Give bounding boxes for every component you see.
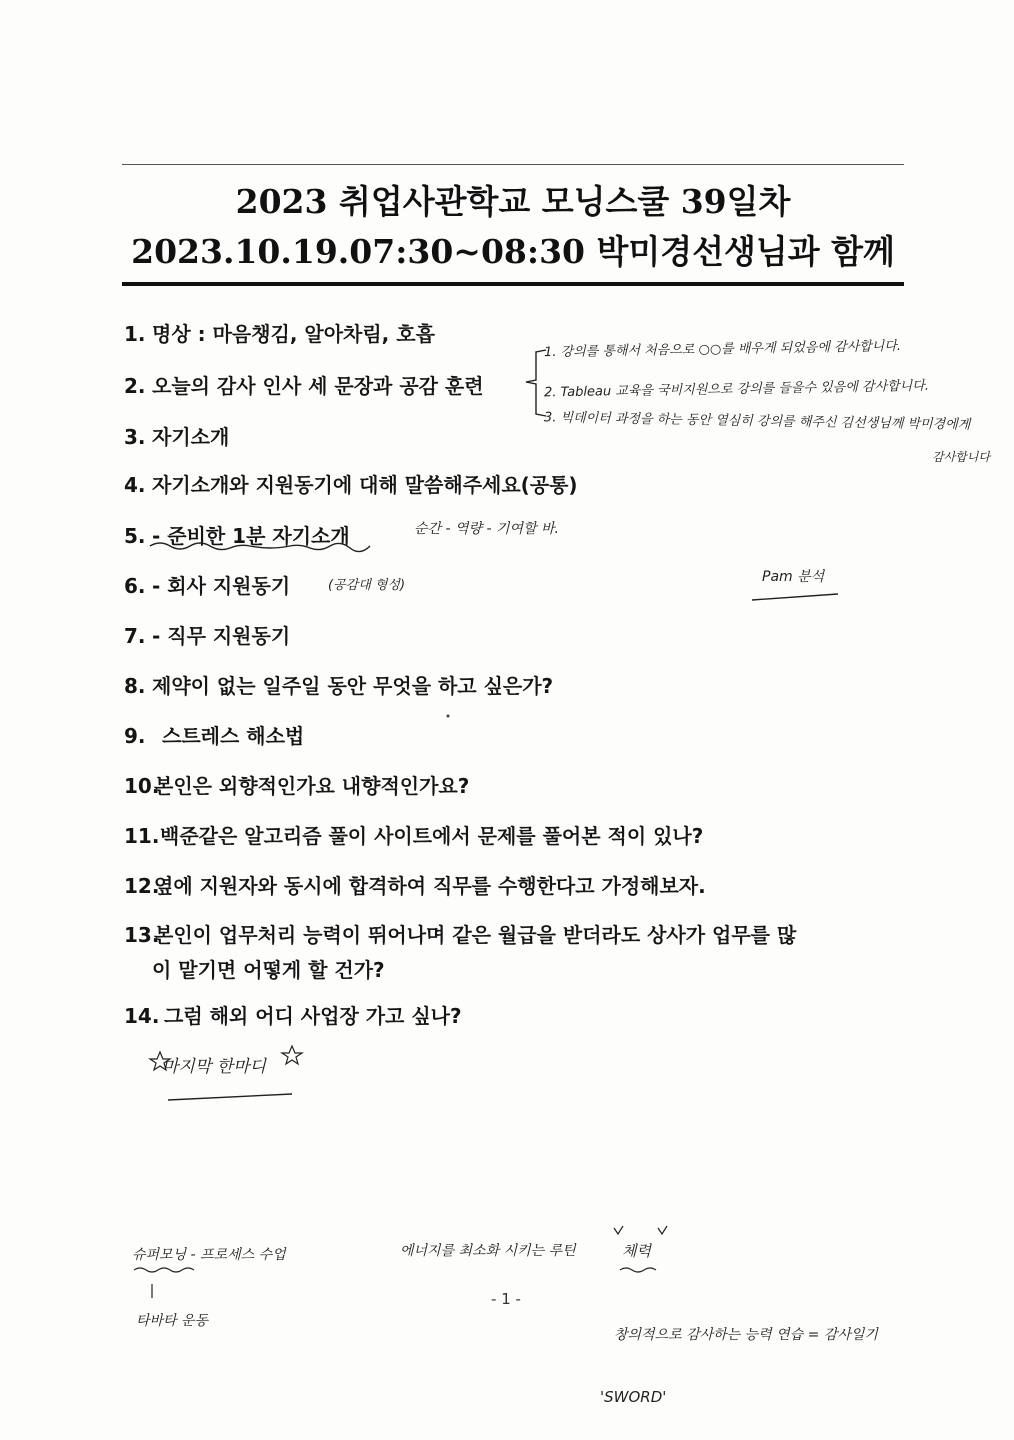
question-text: 백준같은 알고리즘 풀이 사이트에서 문제를 풀어본 적이 있나? [160,824,704,848]
question-14 [124,1000,462,1029]
title-line-2: 2023.10.19.07:30~08:30 박미경선생님과 함께 [131,232,895,271]
question-number: 10. [124,774,160,798]
handwritten-gratitude-3b: 감사합니다 [932,450,990,464]
question-text: - 준비한 1분 자기소개 [152,524,350,548]
question-number: 6. [124,574,146,598]
question-text: 자기소개와 지원동기에 대해 말씀해주세요(공통) [152,473,578,497]
question-6 [124,570,290,599]
question-number: 11. [124,824,160,848]
handwritten-bottom-note-5: 창의적으로 감사하는 능력 연습 = 감사일기 [614,1327,878,1343]
handwritten-pam-note: Pam 분석 [762,569,825,585]
question-11 [124,820,703,849]
handwritten-q5-note: 순간 - 역량 - 기여할 바. [414,521,559,537]
question-2 [124,370,484,399]
question-number: 4. [124,473,146,497]
title-line-1: 2023 취업사관학교 모닝스쿨 39일차 [235,182,791,221]
handwritten-bottom-note-3: 체력 [622,1242,651,1260]
question-10 [124,770,469,799]
question-8 [124,670,553,699]
question-text: 옆에 지원자와 동시에 합격하여 직무를 수행한다고 가정해보자. [154,874,706,898]
question-number: 7. [124,624,146,648]
handwritten-closing-remark: 마지막 한마디 [162,1057,266,1077]
question-text: 본인은 외향적인가요 내향적인가요? [154,774,470,798]
question-number: 2. [124,374,146,398]
question-5 [124,520,350,549]
question-7 [124,620,290,649]
page-number: - 1 - [491,1290,521,1308]
question-9 [124,720,304,749]
handwritten-bottom-note-4: 타바타 운동 [136,1313,209,1329]
question-3 [124,421,229,450]
question-number: 8. [124,674,146,698]
question-1 [124,318,435,347]
question-text: - 직무 지원동기 [152,624,291,648]
question-number: 14. [124,1004,160,1028]
question-text: - 회사 지원동기 [152,574,291,598]
handwritten-gratitude-2: 2. Tableau 교육을 국비지원으로 강의를 들을수 있음에 감사합니다. [543,378,930,401]
question-text: 제약이 없는 일주일 동안 무엇을 하고 싶은가? [152,674,554,698]
handwritten-q6-note: (공감대 형성) [328,578,406,593]
question-number: 9. [124,724,146,748]
question-number: 1. [124,322,146,346]
question-text: 오늘의 감사 인사 세 문장과 공감 훈련 [152,374,484,398]
handwritten-gratitude-1: 1. 강의를 통해서 처음으로 ○○를 배우게 되었음에 감사합니다. [543,338,902,361]
question-text: 자기소개 [152,425,230,449]
handwritten-bottom-note-1: 슈퍼모닝 - 프로세스 수업 [132,1247,286,1263]
handwritten-bottom-note-2: 에너지를 최소화 시키는 루틴 [400,1243,576,1259]
question-number: 13. [124,923,160,947]
question-12 [124,870,706,899]
question-number: 3. [124,425,146,449]
question-4 [124,469,578,498]
question-text: 본인이 업무처리 능력이 뛰어나며 같은 월급을 받더라도 상사가 업무를 많 [154,923,797,947]
question-13-continued: 이 맡기면 어떻게 할 건가? [152,958,385,982]
question-13 [124,919,796,948]
handwritten-bottom-note-6: 'SWORD' [600,1388,667,1406]
question-text: 그럼 해외 어디 사업장 가고 싶나? [164,1004,462,1028]
handwritten-gratitude-3: 3. 빅데이터 과정을 하는 동안 열심히 강의를 해주신 김선생님께 박미경에게 [543,410,971,433]
question-text: 명상 : 마음챙김, 알아차림, 호흡 [152,322,435,346]
question-number: 12. [124,874,160,898]
question-text: 스트레스 해소법 [162,724,305,748]
question-number: 5. [124,524,146,548]
